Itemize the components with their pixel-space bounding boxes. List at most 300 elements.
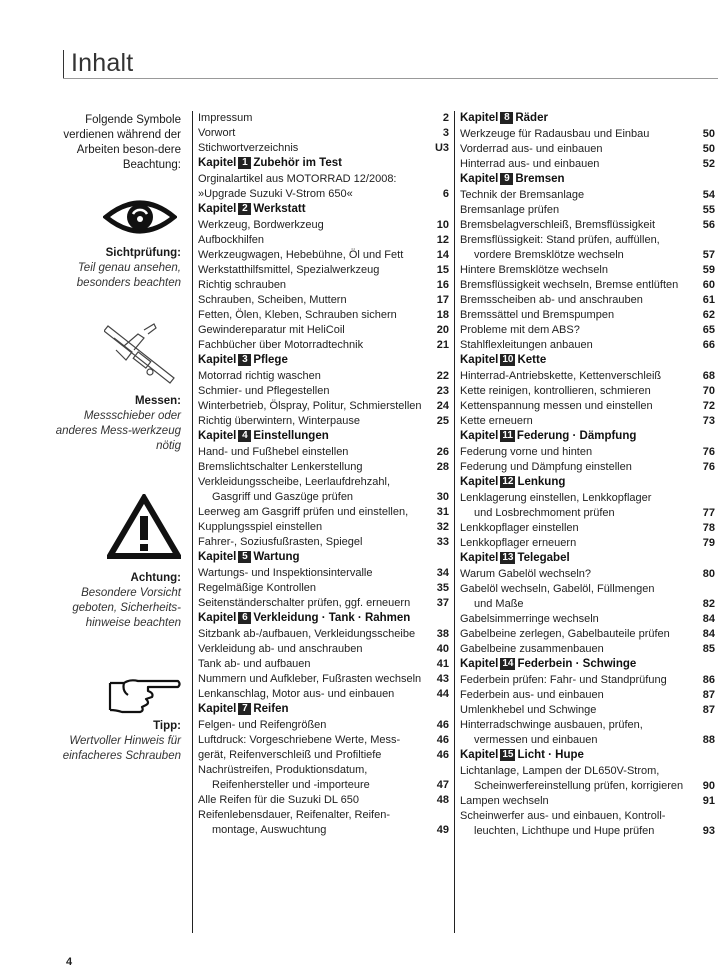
toc-entry-text: »Upgrade Suzuki V-Strom 650« — [198, 188, 353, 200]
chapter-number-badge: 11 — [502, 430, 513, 441]
toc-entry-text: Lenkkopflager einstellen — [460, 522, 579, 534]
chapter-prefix: Kapitel — [198, 703, 237, 715]
toc-entry-text: Umlenkhebel und Schwinge — [460, 704, 597, 716]
chapter-heading[interactable] — [460, 353, 715, 368]
chapter-heading[interactable] — [460, 172, 715, 187]
toc-entry-page: 18 — [436, 309, 449, 321]
toc-entry[interactable] — [460, 293, 715, 308]
toc-entry-text: Technik der Bremsanlage — [460, 189, 585, 201]
toc-entry[interactable] — [460, 491, 715, 506]
toc-entry-page: 77 — [702, 507, 715, 519]
toc-entry-text: Federbein aus- und einbauen — [460, 689, 604, 701]
chapter-title: Federbein · Schwinge — [517, 658, 637, 670]
toc-entry[interactable] — [198, 475, 449, 490]
chapter-heading[interactable] — [198, 353, 449, 368]
toc-entry[interactable] — [460, 369, 715, 384]
toc-entry-page: 57 — [702, 249, 715, 261]
toc-entry-text: Hand- und Fußhebel einstellen — [198, 446, 349, 458]
toc-entry-page: 38 — [436, 628, 449, 640]
toc-entry[interactable] — [460, 414, 715, 429]
toc-entry[interactable] — [460, 248, 715, 263]
toc-entry-page: 88 — [702, 734, 715, 746]
symbol-messen — [40, 394, 181, 454]
chapter-prefix: Kapitel — [198, 354, 237, 366]
toc-entry[interactable] — [198, 490, 449, 505]
toc-entry[interactable] — [198, 263, 449, 278]
toc-entry-text: Probleme mit dem ABS? — [460, 324, 580, 336]
caliper-icon — [104, 320, 180, 388]
chapter-title: Federung · Dämpfung — [516, 430, 637, 442]
symbol-description: Wertvoller Hinweis für einfacheres Schrauben — [62, 735, 181, 762]
toc-entry-page: 10 — [436, 219, 449, 231]
chapter-prefix: Kapitel — [460, 112, 499, 124]
toc-entry-page: 60 — [702, 279, 715, 291]
toc-entry[interactable] — [460, 597, 715, 612]
toc-entry-text: Vorderrad aus- und einbauen — [460, 143, 603, 155]
toc-entry[interactable] — [460, 764, 715, 779]
symbol-description: Besondere Vorsicht geboten, Sicherheits-hinweise beachten — [72, 587, 181, 629]
toc-entry[interactable] — [198, 384, 449, 399]
toc-entry[interactable] — [198, 414, 449, 429]
toc-entry-text: Werkstatthilfsmittel, Spezialwerkzeug — [198, 264, 380, 276]
toc-entry-text: Lichtanlage, Lampen der DL650V-Strom, — [460, 765, 660, 777]
toc-section — [198, 156, 449, 202]
toc-entry-text: Gabelöl wechseln, Gabelöl, Füllmengen — [460, 583, 655, 595]
page-number: 4 — [66, 956, 73, 968]
toc-entry-page: 82 — [702, 598, 715, 610]
toc-entry[interactable] — [460, 218, 715, 233]
toc-entry-text: Gabelsimmerringe wechseln — [460, 613, 599, 625]
toc-entry-text: Winterbetrieb, Ölspray, Politur, Schmierstellen — [198, 400, 422, 412]
chapter-number-badge: 6 — [238, 612, 251, 624]
toc-entry-text: Sitzbank ab-/aufbauen, Verkleidungsscheibe — [198, 628, 416, 640]
toc-section — [460, 353, 715, 429]
toc-entry-text: und Losbrechmoment prüfen — [474, 507, 615, 519]
toc-entry[interactable] — [460, 794, 715, 809]
toc-entry[interactable] — [198, 141, 449, 156]
toc-entry-page: 2 — [442, 112, 449, 124]
toc-entry-page: 12 — [436, 234, 449, 246]
toc-entry-page: 43 — [436, 673, 449, 685]
toc-entry-page: 22 — [436, 370, 449, 382]
toc-entry[interactable] — [198, 657, 449, 672]
toc-entry[interactable] — [460, 127, 715, 142]
toc-entry[interactable] — [198, 823, 449, 838]
chapter-heading[interactable] — [460, 475, 715, 490]
toc-entry-page: 70 — [702, 385, 715, 397]
toc-entry-page: 56 — [702, 219, 715, 231]
toc-entry-text: Bremsscheiben ab- und anschrauben — [460, 294, 643, 306]
toc-entry[interactable] — [460, 203, 715, 218]
toc-entry-page: 76 — [702, 461, 715, 473]
symbol-sichtpruefung — [40, 246, 181, 291]
chapter-title: Lenkung — [517, 476, 566, 488]
chapter-number-badge: 5 — [238, 551, 251, 563]
toc-entry-text: Alle Reifen für die Suzuki DL 650 — [198, 794, 360, 806]
chapter-heading[interactable] — [460, 657, 715, 672]
toc-entry[interactable] — [460, 718, 715, 733]
symbol-description: Teil genau ansehen, besonders beachten — [76, 262, 181, 289]
toc-entry-text: Lenklagerung einstellen, Lenkkopflager — [460, 492, 652, 504]
toc-entry[interactable] — [198, 505, 449, 520]
toc-entry-text: vermessen und einbauen — [474, 734, 598, 746]
chapter-number-badge: 7 — [238, 703, 251, 715]
chapter-title: Bremsen — [515, 173, 565, 185]
chapter-prefix: Kapitel — [460, 658, 499, 670]
toc-section — [460, 551, 715, 657]
toc-entry[interactable] — [198, 399, 449, 414]
toc-section — [460, 111, 715, 172]
toc-entry[interactable] — [460, 384, 715, 399]
chapter-heading[interactable] — [460, 748, 715, 763]
toc-section — [198, 353, 449, 429]
chapter-number-badge: 12 — [502, 476, 514, 487]
toc-entry[interactable] — [198, 581, 449, 596]
chapter-number-badge: 4 — [238, 430, 251, 442]
toc-entry[interactable] — [198, 445, 449, 460]
toc-entry-text: Bremssättel und Bremspumpen — [460, 309, 615, 321]
page-title: Inhalt — [71, 49, 134, 77]
toc-entry-text: Verkleidungsscheibe, Leerlaufdrehzahl, — [198, 476, 391, 488]
toc-entry-page: 41 — [436, 658, 449, 670]
chapter-heading[interactable] — [198, 429, 449, 444]
eye-icon — [103, 195, 177, 239]
toc-entry[interactable] — [198, 293, 449, 308]
toc-entry-page: 80 — [702, 568, 715, 580]
toc-entry-text: Federung vorne und hinten — [460, 446, 593, 458]
chapter-prefix: Kapitel — [198, 203, 237, 215]
toc-entry-page: 54 — [702, 189, 715, 201]
toc-entry-page: 50 — [702, 128, 715, 140]
toc-entry-page: 66 — [702, 339, 715, 351]
toc-entry-text: Gabelbeine zusammenbauen — [460, 643, 604, 655]
toc-entry-page: 68 — [702, 370, 715, 382]
chapter-number-badge: 14 — [502, 658, 514, 669]
toc-entry-text: Hinterrad aus- und einbauen — [460, 158, 600, 170]
chapter-number-badge: 9 — [500, 173, 513, 185]
toc-entry[interactable] — [198, 338, 449, 353]
chapter-prefix: Kapitel — [460, 173, 499, 185]
toc-section — [460, 657, 715, 748]
toc-entry[interactable] — [198, 369, 449, 384]
toc-entry-text: Aufbockhilfen — [198, 234, 265, 246]
toc-entry[interactable] — [460, 582, 715, 597]
toc-entry-text: und Maße — [474, 598, 524, 610]
toc-entry-page: 91 — [702, 795, 715, 807]
toc-entry-text: Felgen- und Reifengrößen — [198, 719, 327, 731]
toc-entry[interactable] — [198, 596, 449, 611]
symbol-label: Messen: — [134, 395, 181, 407]
chapter-heading[interactable] — [460, 551, 715, 566]
toc-entry-text: Reifenlebensdauer, Reifenalter, Reifen- — [198, 809, 391, 821]
toc-entry-page: 16 — [436, 279, 449, 291]
chapter-heading[interactable] — [198, 702, 449, 717]
chapter-number-badge: 15 — [502, 749, 514, 760]
toc-entry[interactable] — [460, 188, 715, 203]
chapter-title: Zubehör im Test — [253, 157, 342, 169]
chapter-heading[interactable] — [198, 550, 449, 565]
toc-entry[interactable] — [460, 536, 715, 551]
chapter-prefix: Kapitel — [198, 430, 237, 442]
toc-entry-page: 44 — [436, 688, 449, 700]
toc-entry-page: 47 — [436, 779, 449, 791]
toc-entry[interactable] — [198, 233, 449, 248]
toc-entry-page: 28 — [436, 461, 449, 473]
toc-entry-page: 31 — [436, 506, 449, 518]
toc-entry-text: leuchten, Lichthupe und Hupe prüfen — [474, 825, 655, 837]
toc-section — [198, 111, 449, 156]
toc-entry-text: Lenkanschlag, Motor aus- und einbauen — [198, 688, 395, 700]
toc-entry[interactable] — [460, 323, 715, 338]
toc-entry[interactable] — [198, 672, 449, 687]
toc-entry-page: 6 — [442, 188, 449, 200]
toc-entry-page: 65 — [702, 324, 715, 336]
toc-entry[interactable] — [460, 308, 715, 323]
chapter-prefix: Kapitel — [460, 552, 499, 564]
warning-triangle-icon — [107, 494, 181, 560]
toc-entry-text: Vorwort — [198, 127, 236, 139]
toc-entry[interactable] — [460, 733, 715, 748]
toc-entry-page: 72 — [702, 400, 715, 412]
toc-entry[interactable] — [198, 172, 449, 187]
chapter-title: Werkstatt — [253, 203, 306, 215]
toc-entry-page: 50 — [702, 143, 715, 155]
toc-entry-page: 34 — [436, 567, 449, 579]
toc-entry-page: 59 — [702, 264, 715, 276]
chapter-number-badge: 1 — [238, 157, 251, 169]
chapter-heading[interactable] — [198, 611, 449, 626]
toc-entry[interactable] — [198, 278, 449, 293]
toc-entry-page: 46 — [436, 719, 449, 731]
toc-entry-page: 52 — [702, 158, 715, 170]
chapter-heading[interactable] — [198, 202, 449, 217]
toc-entry[interactable] — [460, 233, 715, 248]
toc-entry[interactable] — [460, 506, 715, 521]
toc-entry[interactable] — [460, 142, 715, 157]
toc-entry[interactable] — [460, 567, 715, 582]
toc-entry-text: Reifenhersteller und -importeure — [212, 779, 370, 791]
toc-entry[interactable] — [198, 566, 449, 581]
toc-entry-page: 55 — [702, 204, 715, 216]
toc-entry[interactable] — [460, 642, 715, 657]
toc-entry-text: Scheinwerfer aus- und einbauen, Kontroll- — [460, 810, 666, 822]
toc-entry[interactable] — [460, 673, 715, 688]
toc-entry-text: Regelmäßige Kontrollen — [198, 582, 317, 594]
toc-entry-page: 37 — [436, 597, 449, 609]
toc-entry-page: 21 — [436, 339, 449, 351]
toc-entry-page: 23 — [436, 385, 449, 397]
toc-entry[interactable] — [460, 338, 715, 353]
toc-entry-text: Bremsflüssigkeit: Stand prüfen, auffüllen, — [460, 234, 660, 246]
toc-entry[interactable] — [198, 793, 449, 808]
toc-entry-page: 84 — [702, 613, 715, 625]
toc-entry[interactable] — [460, 445, 715, 460]
toc-entry-text: Schrauben, Scheiben, Muttern — [198, 294, 347, 306]
toc-entry-page: 46 — [436, 734, 449, 746]
toc-entry-text: Fetten, Ölen, Kleben, Schrauben sichern — [198, 309, 397, 321]
toc-entry-text: Hinterrad-Antriebskette, Kettenverschleiß — [460, 370, 662, 382]
toc-section — [198, 202, 449, 353]
toc-section — [198, 702, 449, 838]
chapter-title: Einstellungen — [253, 430, 329, 442]
chapter-heading[interactable] — [460, 111, 715, 126]
toc-entry-text: Warum Gabelöl wechseln? — [460, 568, 592, 580]
chapter-prefix: Kapitel — [460, 430, 499, 442]
toc-entry[interactable] — [460, 627, 715, 642]
chapter-heading[interactable] — [460, 429, 715, 444]
symbol-label: Achtung: — [130, 572, 181, 584]
toc-entry-text: Nachrüstreifen, Produktionsdatum, — [198, 764, 368, 776]
toc-entry-text: Lenkkopflager erneuern — [460, 537, 577, 549]
chapter-title: Kette — [517, 354, 547, 366]
toc-entry[interactable] — [198, 763, 449, 778]
toc-entry-page: 32 — [436, 521, 449, 533]
toc-entry-page: 15 — [436, 264, 449, 276]
toc-entry[interactable] — [460, 460, 715, 475]
toc-entry[interactable] — [198, 460, 449, 475]
toc-entry-text: Motorrad richtig waschen — [198, 370, 321, 382]
toc-entry[interactable] — [198, 187, 449, 202]
toc-entry-text: Wartungs- und Inspektionsintervalle — [198, 567, 373, 579]
symbol-achtung — [40, 571, 181, 631]
toc-entry[interactable] — [198, 733, 449, 748]
chapter-number-badge: 8 — [500, 112, 513, 124]
chapter-prefix: Kapitel — [460, 354, 499, 366]
toc-entry[interactable] — [460, 399, 715, 414]
symbol-description: Messschieber oder anderes Mess-werkzeug nötig — [55, 410, 181, 452]
toc-entry-text: Richtig schrauben — [198, 279, 287, 291]
toc-entry[interactable] — [198, 308, 449, 323]
toc-entry[interactable] — [460, 612, 715, 627]
toc-entry-page: 17 — [436, 294, 449, 306]
toc-entry[interactable] — [198, 642, 449, 657]
toc-entry[interactable] — [198, 248, 449, 263]
toc-entry[interactable] — [198, 323, 449, 338]
toc-entry-text: vordere Bremsklötze wechseln — [474, 249, 624, 261]
toc-entry-text: Leerweg am Gasgriff prüfen und einstellen, — [198, 506, 409, 518]
toc-entry-page: 46 — [436, 749, 449, 761]
toc-entry-text: Gasgriff und Gaszüge prüfen — [212, 491, 354, 503]
chapter-title: Telegabel — [517, 552, 570, 564]
toc-entry[interactable] — [460, 779, 715, 794]
toc-entry-text: Werkzeugwagen, Hebebühne, Öl und Fett — [198, 249, 404, 261]
toc-entry[interactable] — [198, 535, 449, 550]
toc-entry-text: Lampen wechseln — [460, 795, 549, 807]
toc-entry-page: 78 — [702, 522, 715, 534]
toc-entry-text: Gewindereparatur mit HeliCoil — [198, 324, 345, 336]
toc-entry-text: Gabelbeine zerlegen, Gabelbauteile prüfen — [460, 628, 670, 640]
toc-entry[interactable] — [460, 263, 715, 278]
toc-entry-text: Stahlflexleitungen anbauen — [460, 339, 593, 351]
toc-entry-page: U3 — [434, 142, 449, 154]
chapter-heading[interactable] — [198, 156, 449, 171]
toc-entry[interactable] — [198, 808, 449, 823]
chapter-number-badge: 3 — [238, 354, 251, 366]
toc-entry-text: Stichwortverzeichnis — [198, 142, 299, 154]
toc-entry-page: 90 — [702, 780, 715, 792]
toc-entry-page: 93 — [702, 825, 715, 837]
toc-section — [460, 172, 715, 353]
toc-entry-text: Fahrer-, Soziusfußrasten, Spiegel — [198, 536, 363, 548]
toc-entry[interactable] — [460, 809, 715, 824]
toc-entry-page: 25 — [436, 415, 449, 427]
toc-entry[interactable] — [198, 126, 449, 141]
toc-entry[interactable] — [460, 703, 715, 718]
pointing-hand-icon — [108, 677, 182, 717]
toc-entry[interactable] — [198, 748, 449, 763]
toc-entry[interactable] — [198, 718, 449, 733]
toc-entry-page: 73 — [702, 415, 715, 427]
title-underline — [63, 78, 718, 79]
toc-section — [198, 429, 449, 550]
toc-entry-page: 48 — [436, 794, 449, 806]
toc-entry[interactable] — [460, 688, 715, 703]
toc-entry[interactable] — [198, 111, 449, 126]
toc-section — [198, 611, 449, 702]
toc-entry-text: Nummern und Aufkleber, Fußrasten wechseln — [198, 673, 422, 685]
toc-entry-page: 84 — [702, 628, 715, 640]
toc-entry-text: Werkzeuge für Radausbau und Einbau — [460, 128, 650, 140]
toc-entry-text: Impressum — [198, 112, 253, 124]
toc-entry-text: Federbein prüfen: Fahr- und Standprüfung — [460, 674, 667, 686]
toc-entry[interactable] — [198, 218, 449, 233]
toc-entry-text: montage, Auswuchtung — [212, 824, 327, 836]
chapter-title: Licht · Hupe — [517, 749, 584, 761]
toc-entry-text: Kettenspannung messen und einstellen — [460, 400, 653, 412]
toc-entry-page: 33 — [436, 536, 449, 548]
toc-entry-text: Orginalartikel aus MOTORRAD 12/2008: — [198, 173, 397, 185]
toc-entry[interactable] — [198, 687, 449, 702]
chapter-title: Reifen — [253, 703, 289, 715]
toc-entry-page: 86 — [702, 674, 715, 686]
toc-entry-text: Bremsanlage prüfen — [460, 204, 560, 216]
toc-entry-text: gerät, Reifenverschleiß und Profiltiefe — [198, 749, 382, 761]
symbol-tipp — [40, 719, 181, 764]
toc-section — [460, 748, 715, 839]
toc-entry[interactable] — [460, 157, 715, 172]
symbol-label: Sichtprüfung: — [105, 247, 181, 259]
chapter-title: Verkleidung · Tank · Rahmen — [253, 612, 411, 624]
toc-entry-page: 87 — [702, 689, 715, 701]
toc-entry-text: Federung und Dämpfung einstellen — [460, 461, 632, 473]
chapter-prefix: Kapitel — [198, 612, 237, 624]
toc-entry-page: 26 — [436, 446, 449, 458]
toc-entry-page: 87 — [702, 704, 715, 716]
toc-entry[interactable] — [460, 521, 715, 536]
title-rule — [63, 50, 64, 78]
toc-entry-text: Hintere Bremsklötze wechseln — [460, 264, 608, 276]
toc-entry[interactable] — [460, 824, 715, 839]
toc-entry-text: Kette erneuern — [460, 415, 533, 427]
toc-entry-text: Kupplungsspiel einstellen — [198, 521, 323, 533]
toc-section — [460, 475, 715, 551]
toc-column-right — [454, 111, 715, 933]
toc-entry-page: 14 — [436, 249, 449, 261]
toc-entry-text: Richtig überwintern, Winterpause — [198, 415, 361, 427]
toc-entry[interactable] — [198, 520, 449, 535]
toc-entry-text: Tank ab- und aufbauen — [198, 658, 311, 670]
symbols-intro: Folgende Symbole verdienen während der Arbeiten beson-dere Beachtung: — [63, 114, 181, 171]
toc-entry-page: 62 — [702, 309, 715, 321]
toc-entry-text: Werkzeug, Bordwerkzeug — [198, 219, 324, 231]
toc-entry[interactable] — [198, 778, 449, 793]
toc-entry-page: 79 — [702, 537, 715, 549]
chapter-prefix: Kapitel — [460, 476, 499, 488]
toc-entry[interactable] — [198, 627, 449, 642]
toc-section — [198, 550, 449, 611]
toc-entry[interactable] — [460, 278, 715, 293]
symbol-label: Tipp: — [153, 720, 181, 732]
